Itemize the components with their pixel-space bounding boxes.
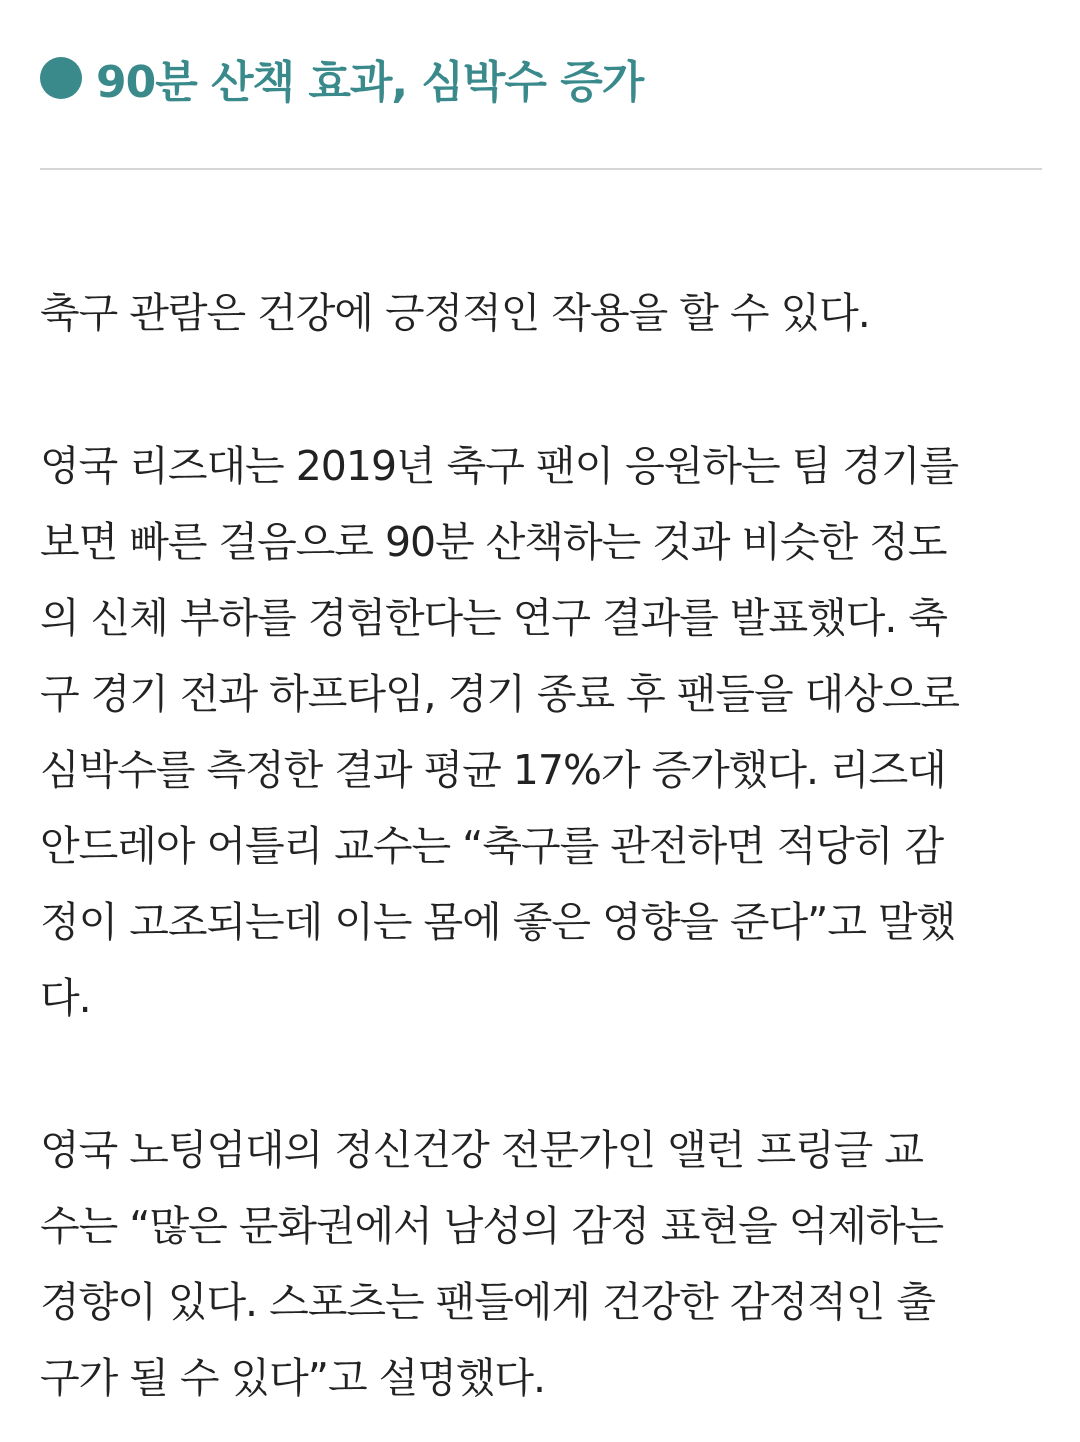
- paragraph-line: 축구 관람은 건강에 긍정적인 작용을 할 수 있다.: [40, 289, 870, 337]
- divider: [40, 168, 1042, 170]
- paragraph-line: 경향이 있다. 스포츠는 팬들에게 건강한 감정적인 출: [40, 1278, 935, 1326]
- circle-bullet-icon: [40, 57, 82, 99]
- paragraph-line: 영국 노팅엄대의 정신건강 전문가인 앨런 프링글 교: [40, 1126, 923, 1174]
- paragraph-line: 의 신체 부하를 경험한다는 연구 결과를 발표했다. 축: [40, 594, 947, 642]
- paragraph-line: 안드레아 어틀리 교수는 “축구를 관전하면 적당히 감: [40, 822, 944, 870]
- paragraph-1: [40, 275, 1050, 351]
- paragraph-line: 구가 될 수 있다”고 설명했다.: [40, 1354, 546, 1402]
- paragraph-line: 다.: [40, 974, 91, 1022]
- section-header: [40, 48, 643, 108]
- paragraph-line: 구 경기 전과 하프타임, 경기 종료 후 팬들을 대상으로: [40, 670, 960, 718]
- paragraph-line: 보면 빠른 걸음으로 90분 산책하는 것과 비슷한 정도: [40, 518, 947, 566]
- section-title: 90분 산책 효과, 심박수 증가: [96, 57, 644, 108]
- paragraph-line: 정이 고조되는데 이는 몸에 좋은 영향을 준다”고 말했: [40, 898, 956, 946]
- paragraph-2: [40, 428, 1050, 1036]
- paragraph-line: 심박수를 측정한 결과 평균 17%가 증가했다. 리즈대: [40, 746, 946, 794]
- paragraph-line: 영국 리즈대는 2019년 축구 팬이 응원하는 팀 경기를: [40, 442, 959, 490]
- paragraph-3: [40, 1112, 1050, 1416]
- paragraph-line: 수는 “많은 문화권에서 남성의 감정 표현을 억제하는: [40, 1202, 944, 1250]
